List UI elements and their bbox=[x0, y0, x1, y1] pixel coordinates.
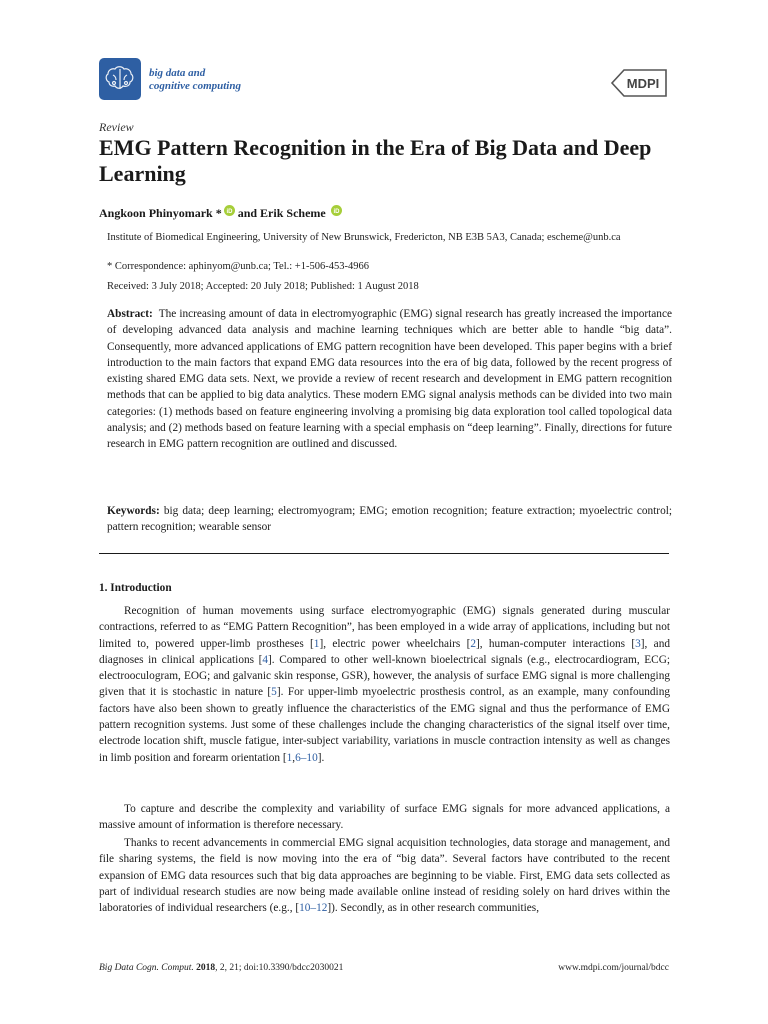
svg-text:iD: iD bbox=[333, 209, 340, 215]
citation-link[interactable]: 1 bbox=[286, 751, 293, 764]
paragraph-text: To capture and describe the complexity and variability of surface EMG signals for more advanced applications, a massive amount of information is therefore necessary. bbox=[99, 803, 670, 832]
section-divider bbox=[99, 553, 669, 554]
footer-doi[interactable]: , 2, 21; doi:10.3390/bdcc2030021 bbox=[215, 963, 344, 973]
section-heading: 1. Introduction bbox=[99, 582, 172, 594]
journal-logo-icon bbox=[99, 58, 141, 100]
mdpi-logo bbox=[610, 68, 670, 103]
article-type: Review bbox=[99, 120, 134, 134]
paragraph-text: ]. Compared to other well-known bioelectrical signals (e.g., electrocardiogram, ECG; electrooculogram, EOG; and galvanic skin response, GSR), however, the analysis of surface EMG signal is more challenging given that it is stochastic in nature [ bbox=[99, 653, 670, 699]
affiliation: Institute of Biomedical Engineering, University of New Brunswick, Fredericton, NB E3B 5A3, Canada; escheme@unb.ca bbox=[107, 232, 621, 243]
paragraph bbox=[99, 801, 670, 834]
orcid-icon[interactable] bbox=[331, 205, 342, 216]
citation-link[interactable]: 5 bbox=[271, 686, 277, 699]
paragraph-text: ]). Secondly, as in other research communities, bbox=[327, 902, 540, 915]
paragraph-text: Recognition of human movements using surface electromyographic (EMG) signals generated during muscular contractions, referred to as “EMG Pattern Recognition”, has been employed in a wide array of applications, including but not limited to, powered upper-limb prostheses [ bbox=[99, 605, 670, 650]
keywords-text: big data; deep learning; electromyogram; EMG; emotion recognition; feature extraction; myoelectric control; pattern recognition; wearable sensor bbox=[107, 505, 672, 534]
citation-link[interactable]: 3 bbox=[635, 637, 641, 650]
abstract-label: Abstract: bbox=[107, 308, 153, 320]
keywords bbox=[107, 503, 672, 536]
keywords-label: Keywords: bbox=[107, 505, 160, 517]
citation-link[interactable]: 4 bbox=[262, 653, 269, 666]
footer-journal-abbrev: Big Data Cogn. Comput. bbox=[99, 963, 194, 973]
paragraph-text: ], and diagnoses in clinical applications [ bbox=[99, 637, 670, 666]
journal-name-line1: big data and bbox=[149, 67, 206, 79]
abstract-text: The increasing amount of data in electromyographic (EMG) signal research has greatly increased the importance of developing advanced data analysis and machine learning techniques which are better able to handle “big data”. Consequently, more advanced applications of EMG pattern recognition have been developed. This paper begins with a brief introduction to the main factors that expand EMG data resources into the era of big data, followed by the recent progress of existing shared EMG data sets. Next, we provide a review of recent research and development in EMG pattern recognition methods that can be applied to big data analytics. These modern EMG signal analysis methods can be divided into two main categories: (1) methods based on feature engineering involving a promising big data exploration tool called topological data analysis; and (2) methods based on feature learning with a special emphasis on “deep learning”. Finally, directions for future research in EMG pattern recognition are outlined and discussed. bbox=[107, 308, 672, 451]
paragraph-text: ]. bbox=[317, 751, 325, 764]
journal-name bbox=[149, 67, 241, 93]
correspondence: * Correspondence: aphinyom@unb.ca; Tel.: +1-506-453-4966 bbox=[107, 261, 369, 272]
citation-link[interactable]: 1 bbox=[313, 637, 320, 650]
citation-link[interactable]: 10 bbox=[299, 902, 311, 915]
author-name[interactable]: Angkoon Phinyomark * bbox=[99, 206, 222, 220]
orcid-icon[interactable] bbox=[224, 205, 235, 216]
svg-text:iD: iD bbox=[226, 209, 233, 215]
paragraph bbox=[99, 835, 670, 916]
footer-citation bbox=[99, 963, 343, 973]
authors bbox=[99, 206, 345, 221]
paragraph-text: ]. For upper-limb myoelectric prosthesis control, as an example, many confounding factors have also been shown to greatly influence the characteristics of the EMG signal and thus the performance of EMG pattern recognition systems. Just some of these challenges include the changing characteristics of the signal itself over time, electrode location shift, muscle fatigue, inter-subject variability, variations in muscle contraction intensity as well as changes in limb position and forearm orientation [ bbox=[99, 686, 670, 764]
publisher-name: MDPI bbox=[626, 76, 660, 91]
paragraph-text: Thanks to recent advancements in commercial EMG signal acquisition technologies, data storage and management, and file sharing systems, the field is now moving into the era of “big data”. Several factors have contributed to the recent expansion of EMG data resources such that big data approaches are beginning to be viable. First, EMG data sets collected as part of individual research studies are now being made available online instead of residing solely on hard drives within the laboratories of individual researchers (e.g., [ bbox=[99, 837, 670, 915]
citation-range-dash: – bbox=[310, 902, 317, 915]
publication-dates: Received: 3 July 2018; Accepted: 20 July 2018; Published: 1 August 2018 bbox=[107, 281, 419, 292]
citation-link[interactable]: 12 bbox=[316, 902, 328, 915]
citation-link[interactable]: 10 bbox=[306, 751, 318, 764]
paper-title: EMG Pattern Recognition in the Era of Big Data and Deep Learning bbox=[99, 135, 652, 186]
citation-range-dash: – bbox=[300, 751, 307, 764]
abstract bbox=[107, 306, 672, 453]
citation-separator: , bbox=[292, 751, 296, 764]
journal-name-line2: cognitive computing bbox=[149, 80, 241, 92]
paragraph-text: ], human-computer interactions [ bbox=[476, 637, 636, 650]
footer-year: 2018 bbox=[196, 963, 216, 973]
author-name-2[interactable]: and Erik Scheme bbox=[237, 206, 326, 220]
footer-journal-url[interactable]: www.mdpi.com/journal/bdcc bbox=[558, 963, 669, 973]
paragraph bbox=[99, 603, 670, 766]
paragraph-text: ], electric power wheelchairs [ bbox=[319, 637, 471, 650]
citation-link[interactable]: 6 bbox=[295, 751, 301, 764]
citation-link[interactable]: 2 bbox=[470, 637, 477, 650]
